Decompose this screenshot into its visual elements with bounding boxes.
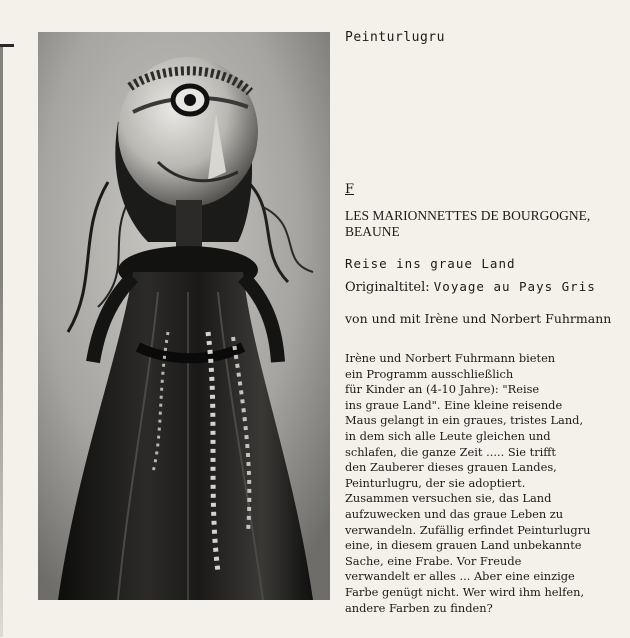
company-line-1: LES MARIONNETTES DE BOURGOGNE,	[345, 208, 591, 223]
description-line: Zusammen versuchen sie, das Land	[345, 491, 552, 506]
description-line: Irène und Norbert Fuhrmann bieten	[345, 351, 556, 365]
description-line: den Zauberer dieses grauen Landes,	[345, 460, 557, 475]
description-line: Farbe genügt nicht. Wer wird ihm helfen,	[345, 584, 585, 599]
description	[345, 351, 590, 616]
photo-caption: Peinturlugru	[345, 30, 445, 45]
page-edge-shadow	[0, 47, 3, 637]
marionette-illustration	[38, 32, 330, 600]
company-line-2: BEAUNE	[345, 224, 400, 239]
credits: von und mit Irène und Norbert Fuhrmann	[345, 311, 612, 326]
original-title-label: Originaltitel:	[345, 280, 434, 295]
description-line: eine, in diesem grauen Land unbekannte	[345, 538, 582, 553]
original-title	[345, 279, 596, 295]
description-line: in dem sich alle Leute gleichen und	[345, 428, 551, 443]
original-title-value: Voyage au Pays Gris	[433, 279, 596, 294]
description-line: für Kinder an (4-10 Jahre): "Reise	[345, 382, 540, 397]
description-line: andere Farben zu finden?	[345, 600, 493, 615]
description-line: ein Programm ausschließlich	[345, 366, 514, 381]
description-line: verwandeln. Zufällig erfindet Peinturlugru	[345, 522, 591, 537]
description-line: Peinturlugru, der sie adoptiert.	[345, 475, 526, 490]
description-line: schlafen, die ganze Zeit ..... Sie trifft	[345, 444, 556, 459]
company-name	[345, 208, 590, 240]
marionette-photo	[38, 32, 330, 600]
country-code: F	[345, 182, 355, 197]
description-line: aufzuwecken und das graue Leben zu	[345, 506, 564, 521]
description-line: Sache, eine Frabe. Vor Freude	[345, 553, 522, 568]
description-line: Maus gelangt in ein graues, tristes Land,	[345, 413, 584, 428]
show-title: Reise ins graue Land	[345, 256, 516, 271]
description-line: ins graue Land". Eine kleine reisende	[345, 397, 563, 412]
description-line: verwandelt er alles ... Aber eine einzige	[345, 569, 575, 584]
